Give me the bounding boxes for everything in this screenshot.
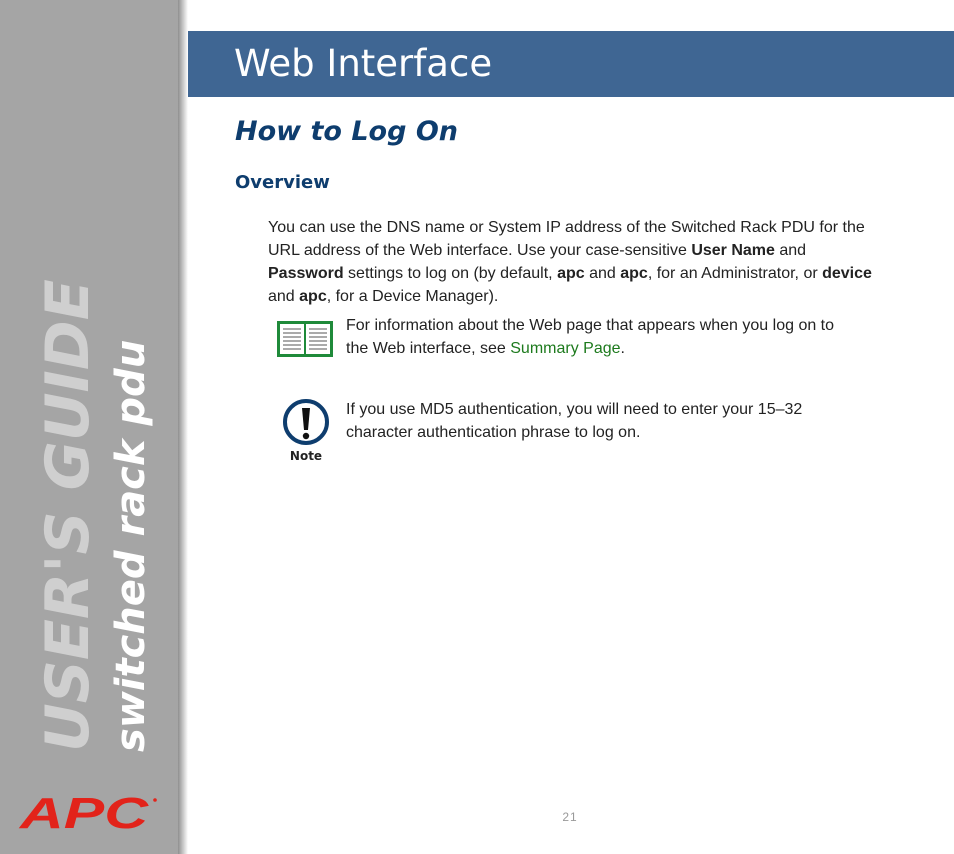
sidebar-guide-title: USER'S GUIDE — [33, 279, 103, 752]
sidebar-shadow — [178, 0, 188, 854]
apc-logo — [18, 792, 158, 832]
summary-reference-text: For information about the Web page that appears when you log on to the Web interface, see Summary Page. — [346, 317, 835, 357]
sidebar-product-name: switched rack pdu — [108, 339, 154, 752]
svg-text:APC: APC — [18, 792, 150, 832]
book-icon — [276, 320, 334, 358]
svg-text:Note: Note — [289, 449, 323, 463]
note-icon — [282, 398, 330, 464]
page-number: 21 — [562, 810, 578, 824]
section-title: Web Interface — [234, 42, 493, 85]
summary-page-link[interactable]: Summary Page — [510, 340, 621, 357]
md5-note-text: If you use MD5 authentication, you will need to enter your 15–32 character authentication phrase to log on. — [346, 401, 803, 441]
page-heading: How to Log On — [235, 116, 459, 147]
sidebar — [0, 0, 178, 854]
overview-paragraph: You can use the DNS name or System IP address of the Switched Rack PDU for the URL address of the Web interface. Use your case-sensitive User Name and Password settings to log on (by default, apc and apc, for an Administrator, or device and apc, for a Device Manager). — [268, 219, 872, 305]
overview-heading: Overview — [235, 172, 330, 193]
section-banner — [188, 31, 954, 97]
